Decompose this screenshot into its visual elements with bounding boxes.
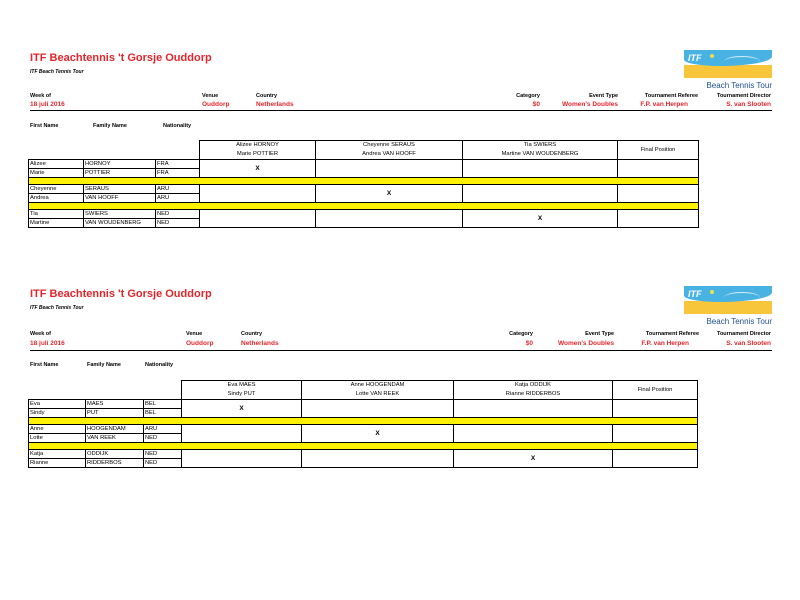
nationality: NED xyxy=(156,219,200,228)
result-cell-diagonal: X xyxy=(302,425,454,443)
player-row xyxy=(29,210,699,219)
result-cell-diagonal: X xyxy=(182,400,302,418)
separator-row xyxy=(29,418,698,425)
referee-label: Tournament Referee xyxy=(645,331,699,337)
family-name: MAES xyxy=(86,400,144,409)
country-value: Netherlands xyxy=(241,340,279,347)
first-name: Alizee xyxy=(29,160,84,169)
team-2-header-line1: Cheyenne SERAUS xyxy=(316,141,463,151)
result-cell xyxy=(316,210,463,228)
itf-badge-icon: ITF xyxy=(684,286,772,314)
family-name: VAN REEK xyxy=(86,434,144,443)
player-row xyxy=(29,425,698,434)
week-label: Week of xyxy=(30,331,51,337)
first-name: Rianne xyxy=(29,459,86,468)
family-name-header: Family Name xyxy=(93,123,127,129)
venue-value: Ouddorp xyxy=(186,340,214,347)
referee-label: Tournament Referee xyxy=(644,93,698,99)
result-cell-diagonal: X xyxy=(316,185,463,203)
final-position-cell xyxy=(618,210,699,228)
draw-grid xyxy=(28,380,698,468)
first-name: Lotte xyxy=(29,434,86,443)
team-2-header-line2: Andrea VAN HOOFF xyxy=(316,150,463,160)
logo-tour-text: Beach Tennis Tour xyxy=(706,81,772,90)
first-name: Andrea xyxy=(29,194,84,203)
result-cell xyxy=(302,450,454,468)
category-value: $0 xyxy=(525,340,533,347)
result-cell xyxy=(182,450,302,468)
first-name: Anne xyxy=(29,425,86,434)
country-value: Netherlands xyxy=(256,101,294,108)
first-name: Tia xyxy=(29,210,84,219)
family-name-header: Family Name xyxy=(87,362,121,368)
result-cell xyxy=(454,425,613,443)
result-cell xyxy=(200,210,316,228)
director-value: S. van Slooten xyxy=(726,340,771,347)
family-name: HORNOY xyxy=(84,160,156,169)
itf-beach-tennis-logo xyxy=(684,286,772,326)
venue-value: Ouddorp xyxy=(202,101,230,108)
first-name: Martine xyxy=(29,219,84,228)
nationality: ARU xyxy=(144,425,182,434)
result-cell xyxy=(182,425,302,443)
team-3-header-line2: Martine VAN WOUDENBERG xyxy=(463,150,618,160)
first-name-header: First Name xyxy=(30,362,59,368)
category-label: Category xyxy=(516,93,540,99)
country-label: Country xyxy=(256,93,278,99)
header-row-2 xyxy=(29,390,698,400)
final-position-cell xyxy=(613,450,698,468)
player-row xyxy=(29,160,699,169)
first-name: Marie xyxy=(29,169,84,178)
result-cell xyxy=(454,400,613,418)
category-value: $0 xyxy=(532,101,540,108)
nationality: FRA xyxy=(156,160,200,169)
venue-label: Venue xyxy=(202,93,219,99)
first-name: Cheyenne xyxy=(29,185,84,194)
team-1-header-line1: Eva MAES xyxy=(182,381,302,391)
nationality: ARU xyxy=(156,194,200,203)
result-cell-diagonal: X xyxy=(200,160,316,178)
info-divider xyxy=(30,110,772,111)
team-3-header-line2: Rianne RIDDERBOS xyxy=(454,390,613,400)
event-type-value: Women's Doubles xyxy=(558,340,614,347)
team-3-header-line1: Katja ODDIJK xyxy=(454,381,613,391)
final-position-cell xyxy=(618,185,699,203)
result-cell xyxy=(463,160,618,178)
nationality: NED xyxy=(144,459,182,468)
referee-value: F.P. van Herpen xyxy=(641,340,689,347)
result-cell-diagonal: X xyxy=(454,450,613,468)
separator-row xyxy=(29,203,699,210)
sheet-subtitle: ITF Beach Tennis Tour xyxy=(30,69,84,75)
draw-grid xyxy=(28,140,699,228)
nationality-header: Nationality xyxy=(163,123,192,129)
team-3-header-line1: Tia SWIERS xyxy=(463,141,618,151)
logo-tour-text: Beach Tennis Tour xyxy=(706,317,772,326)
category-label: Category xyxy=(509,331,533,337)
family-name: VAN WOUDENBERG xyxy=(84,219,156,228)
info-divider xyxy=(30,350,772,351)
director-label: Tournament Director xyxy=(717,331,771,337)
header-row xyxy=(29,141,699,151)
nationality-header: Nationality xyxy=(145,362,174,368)
team-2-header-line1: Anne HOOGENDAM xyxy=(302,381,454,391)
family-name: POTTIER xyxy=(84,169,156,178)
nationality: BEL xyxy=(144,400,182,409)
result-cell xyxy=(316,160,463,178)
nationality: ARU xyxy=(156,185,200,194)
event-type-label: Event Type xyxy=(585,331,614,337)
final-position-cell xyxy=(618,160,699,178)
director-value: S. van Slooten xyxy=(726,101,771,108)
week-label: Week of xyxy=(30,93,51,99)
team-1-header-line2: Marie POTTIER xyxy=(200,150,316,160)
sheet-title: ITF Beachtennis 't Gorsje Ouddorp xyxy=(30,288,212,300)
result-cell xyxy=(463,185,618,203)
family-name: SERAUS xyxy=(84,185,156,194)
family-name: SWIERS xyxy=(84,210,156,219)
nationality: BEL xyxy=(144,409,182,418)
player-row xyxy=(29,400,698,409)
event-type-label: Event Type xyxy=(589,93,618,99)
nationality: NED xyxy=(144,434,182,443)
result-cell xyxy=(200,185,316,203)
sheet-subtitle: ITF Beach Tennis Tour xyxy=(30,305,84,311)
nationality: FRA xyxy=(156,169,200,178)
itf-badge-icon: ITF xyxy=(684,50,772,78)
separator-row xyxy=(29,178,699,185)
week-value: 18 juli 2016 xyxy=(30,340,65,347)
country-label: Country xyxy=(241,331,263,337)
player-row xyxy=(29,450,698,459)
first-name: Katja xyxy=(29,450,86,459)
sheet-title: ITF Beachtennis 't Gorsje Ouddorp xyxy=(30,52,212,64)
final-position-header: Final Position xyxy=(618,141,699,160)
first-name-header: First Name xyxy=(30,123,59,129)
result-cell-diagonal: X xyxy=(463,210,618,228)
event-type-value: Women's Doubles xyxy=(562,101,618,108)
result-cell xyxy=(302,400,454,418)
itf-beach-tennis-logo xyxy=(684,50,772,90)
final-position-cell xyxy=(613,400,698,418)
header-row xyxy=(29,381,698,391)
final-position-cell xyxy=(613,425,698,443)
separator-row xyxy=(29,443,698,450)
nationality: NED xyxy=(144,450,182,459)
first-name: Eva xyxy=(29,400,86,409)
final-position-header: Final Position xyxy=(613,381,698,400)
week-value: 18 juli 2016 xyxy=(30,101,65,108)
player-row xyxy=(29,185,699,194)
header-row-2 xyxy=(29,150,699,160)
family-name: HOOGENDAM xyxy=(86,425,144,434)
team-1-header-line2: Sindy PUT xyxy=(182,390,302,400)
referee-value: F.P. van Herpen xyxy=(640,101,688,108)
director-label: Tournament Director xyxy=(717,93,771,99)
family-name: RIDDERBOS xyxy=(86,459,144,468)
family-name: PUT xyxy=(86,409,144,418)
first-name: Sindy xyxy=(29,409,86,418)
nationality: NED xyxy=(156,210,200,219)
team-2-header-line2: Lotte VAN REEK xyxy=(302,390,454,400)
family-name: VAN HOOFF xyxy=(84,194,156,203)
venue-label: Venue xyxy=(186,331,203,337)
family-name: ODDIJK xyxy=(86,450,144,459)
team-1-header-line1: Alizee HORNOY xyxy=(200,141,316,151)
